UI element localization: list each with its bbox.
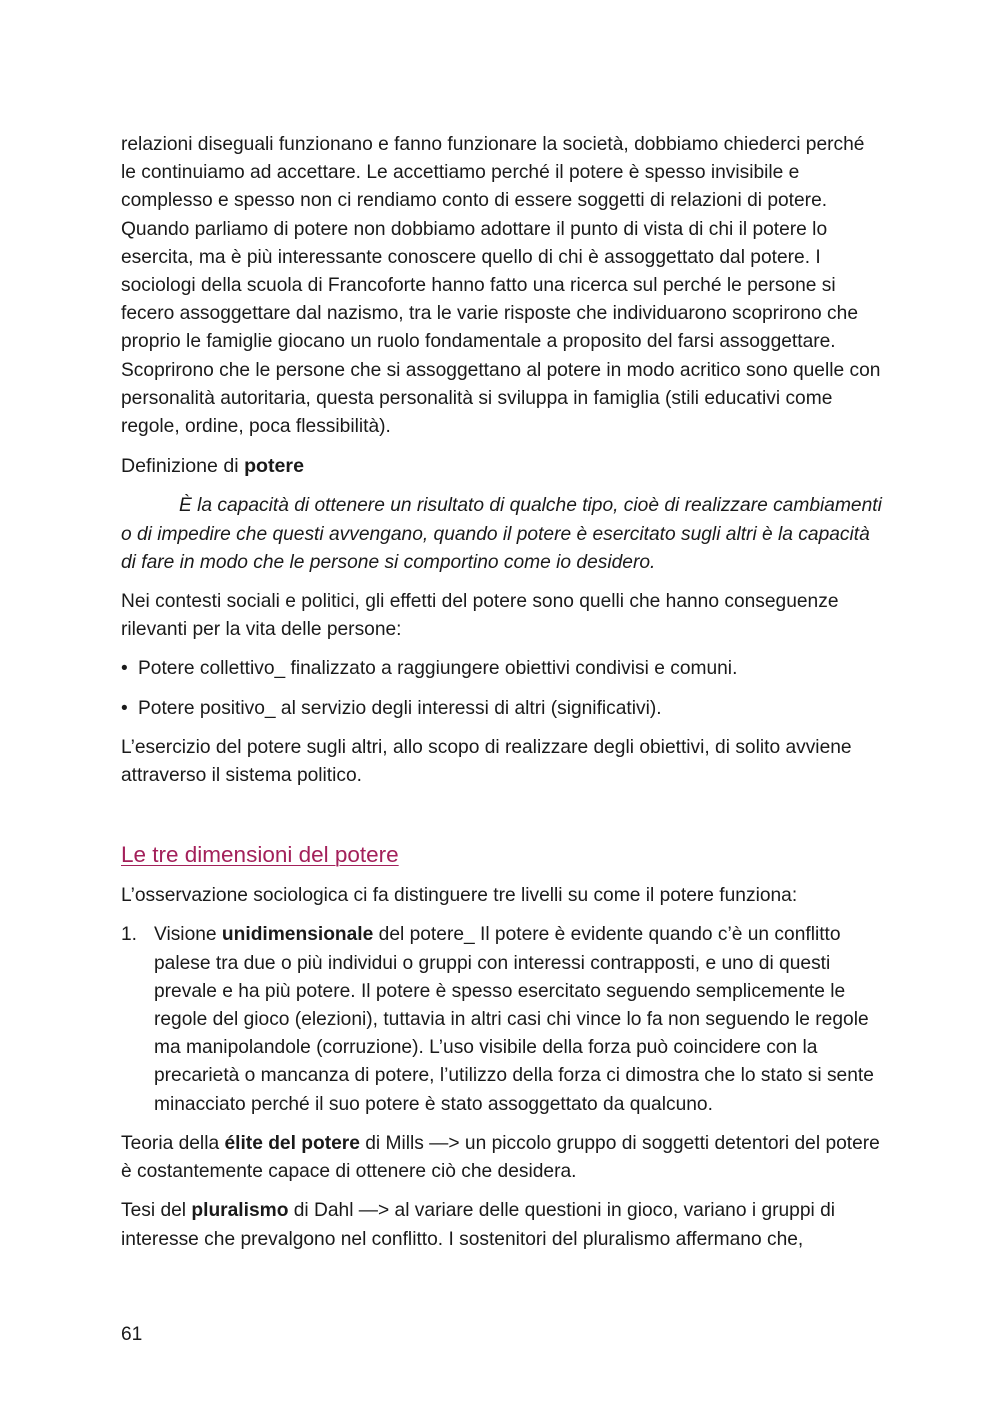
list-item (121, 655, 883, 683)
dahl-text: di Dahl —> al variare delle questioni in gioco, variano i gruppi di interesse che prevalgono nel conflitto. I sostenitori del pluralismo affermano che, (121, 1200, 836, 1250)
bullet-marker: • (121, 658, 128, 680)
page-number: 61 (121, 1324, 143, 1345)
list-item-term: unidimensionale (221, 924, 374, 946)
mills-term: élite del potere (224, 1132, 360, 1154)
exercise-paragraph: L’esercizio del potere sugli altri, allo scopo di realizzare degli obiettivi, di solito avviene attraverso il sistema politico. (121, 736, 852, 787)
mills-prefix: Teoria della (121, 1132, 225, 1154)
list-item (121, 921, 883, 1118)
dahl-term: pluralismo (191, 1200, 289, 1222)
list-item-prefix: Visione (154, 924, 222, 946)
dahl-prefix: Tesi del (121, 1200, 192, 1222)
context-paragraph: Nei contesti sociali e politici, gli effetti del potere sono quelli che hanno conseguenze rilevanti per la vita delle persone: (121, 591, 839, 641)
section-title: Le tre dimensioni del potere (121, 842, 399, 868)
page-content (121, 131, 883, 1265)
list-item-text: del potere_ Il potere è evidente quando c’è un conflitto palese tra due o più individui o gruppi con interessi contrapposti, e uno di questi prevale e ha più potere. Il potere è spesso esercitato seguendo semplicemente le regole del gioco (elezioni), tuttavia in altri casi chi vince lo fa non seguendo le regole ma manipolandole (corruzione). L’uso visibile della forza può coincidere con la precarietà o mancanza di potere, l’utilizzo della forza ci dimostra che lo stato si sente minacciato perché il suo potere è stato assoggettato da qualcuno. (154, 924, 874, 1115)
list-item (121, 695, 883, 723)
list-item-text: Potere positivo_ al servizio degli interessi di altri (significativi). (138, 697, 662, 719)
definition-heading-prefix: Definizione di (121, 455, 245, 478)
power-types-list (121, 655, 883, 722)
mills-paragraph (121, 1130, 883, 1186)
definition-quote: È la capacità di ottenere un risultato di qualche tipo, cioè di realizzare cambiamenti o di impedire che questi avvengano, quando il potere è esercitato sugli altri è la capacità di fare in modo che le persone si comportino come io desidero. (121, 495, 882, 573)
dimensions-list (121, 921, 883, 1118)
mills-text: di Mills —> un piccolo gruppo di soggetti detentori del potere è costantemente capace di ottenere ciò che desidera. (121, 1132, 880, 1183)
section-intro: L’osservazione sociologica ci fa distinguere tre livelli su come il potere funziona: (121, 885, 798, 907)
bullet-marker: • (121, 697, 128, 719)
definition-heading-term: potere (244, 455, 304, 478)
intro-paragraph: relazioni diseguali funzionano e fanno funzionare la società, dobbiamo chiederci perché le continuiamo ad accettare. Le accettiamo perché il potere è spesso invisibile e complesso e spesso non ci rendiamo conto di essere soggetti di relazioni di potere. Quando parliamo di potere non dobbiamo adottare il punto di vista di chi il potere lo esercita, ma è più interessante conoscere quello di chi è assoggettato dal potere. I sociologi della scuola di Francoforte hanno fatto una ricerca sul perché le persone si fecero assoggettare dal nazismo, tra le varie risposte che individuarono scoprirono che proprio le famiglie giocano un ruolo fondamentale a proposito del farsi assoggettare. Scoprirono che le persone che si assoggettano al potere in modo acritico sono quelle con personalità autoritaria, questa personalità si sviluppa in famiglia (stili educativi come regole, ordine, poca flessibilità). (121, 134, 881, 438)
definition-heading (121, 452, 883, 480)
list-item-text: Potere collettivo_ finalizzato a raggiungere obiettivi condivisi e comuni. (138, 658, 738, 680)
list-number: 1. (121, 924, 138, 946)
dahl-paragraph (121, 1197, 883, 1253)
